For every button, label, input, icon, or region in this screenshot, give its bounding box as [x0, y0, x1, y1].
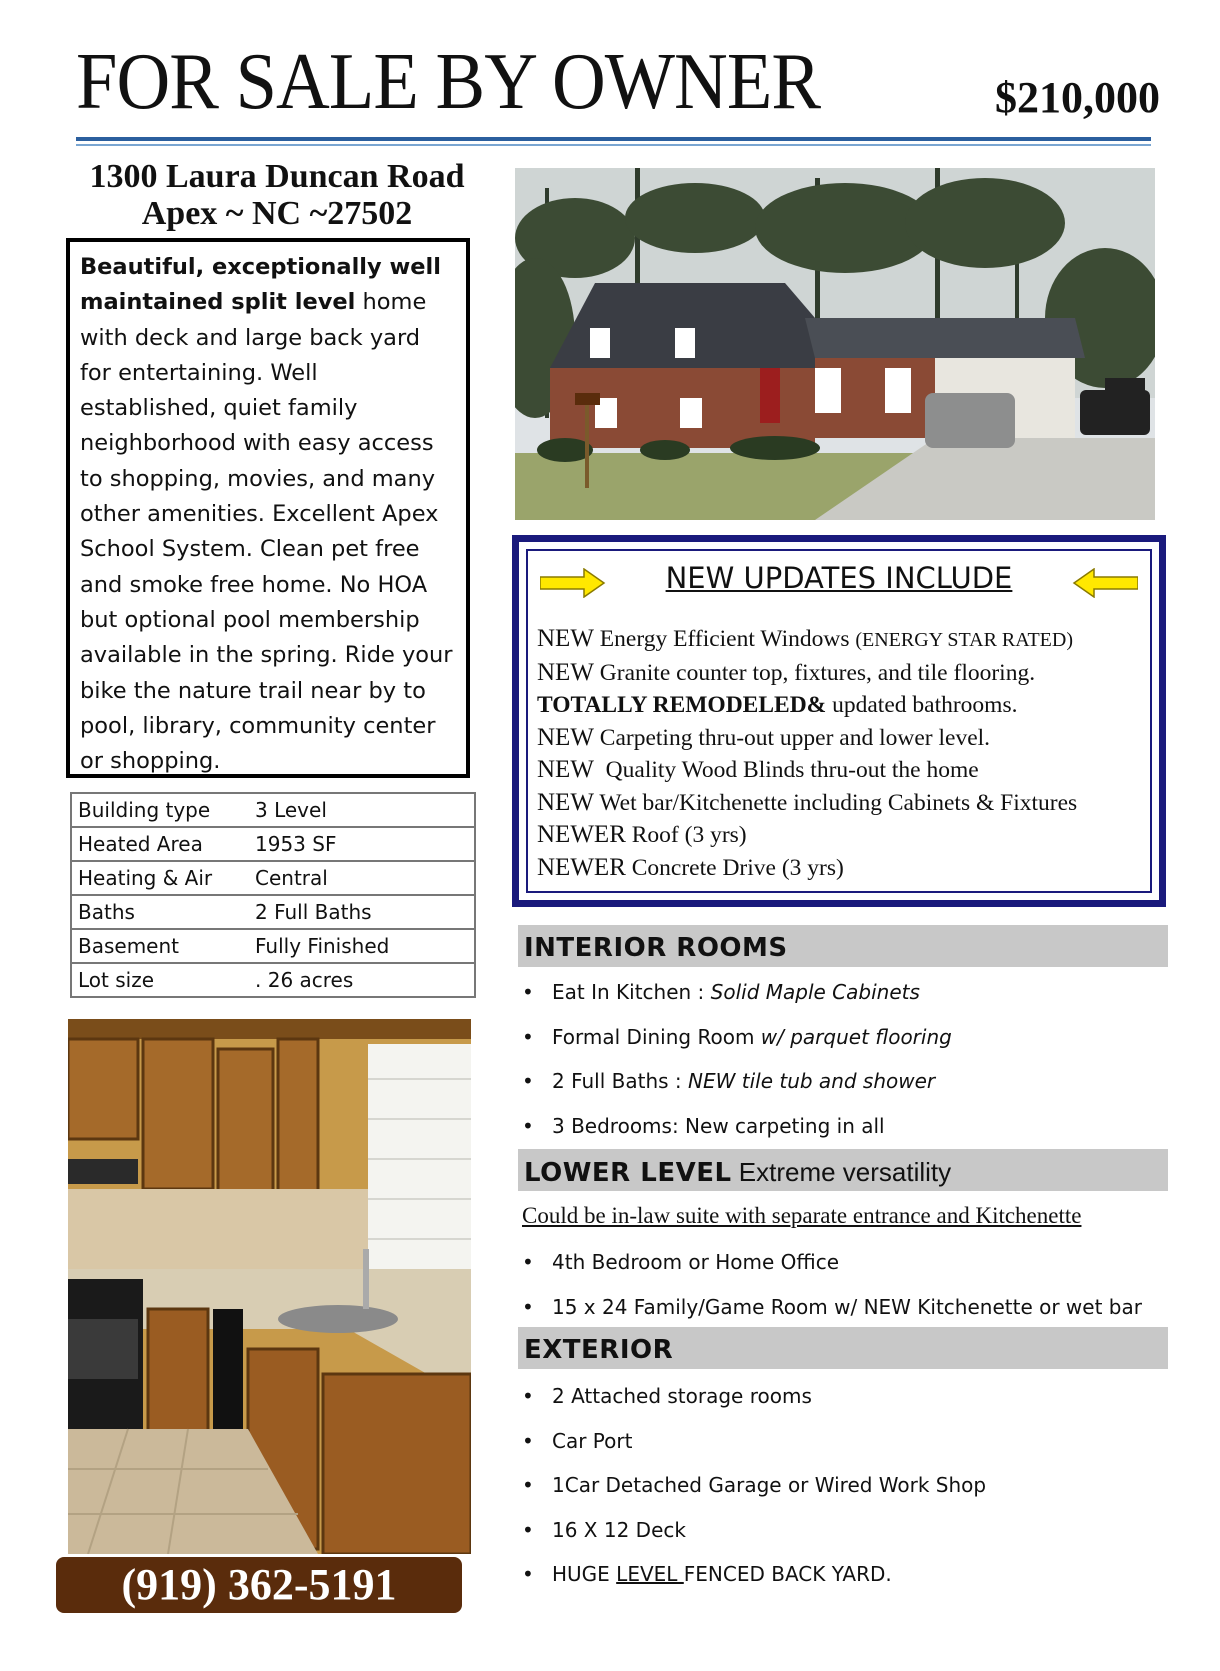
house-photo — [515, 168, 1155, 520]
address-street: 1300 Laura Duncan Road — [89, 158, 465, 195]
list-item: • 16 X 12 Deck — [522, 1518, 686, 1542]
table-row — [71, 929, 475, 963]
list-item: NEW Quality Wood Blinds thru-out the home — [537, 756, 979, 783]
spec-value: Central — [249, 861, 475, 895]
updates-list — [537, 623, 1077, 884]
lower-level-subtitle: Could be in-law suite with separate entrance and Kitchenette — [522, 1203, 1082, 1228]
list-item: NEWER Roof (3 yrs) — [537, 821, 747, 848]
description-box — [66, 238, 470, 778]
spec-label: Heated Area — [71, 827, 249, 861]
spec-label: Building type — [71, 793, 249, 827]
address-city: Apex ~ NC ~27502 — [141, 195, 413, 232]
arrow-left-icon — [1072, 568, 1138, 598]
asking-price: $210,000 — [995, 73, 1160, 122]
lower-level-heading: LOWER LEVEL Extreme versatility — [518, 1149, 1168, 1191]
list-item: NEW Wet bar/Kitchenette including Cabinets & Fixtures — [537, 788, 1078, 816]
table-row — [71, 895, 475, 929]
table-row — [71, 861, 475, 895]
table-row — [71, 963, 475, 997]
updates-box — [512, 535, 1166, 907]
description-text: home with deck and large back yard for entertaining. Well established, quiet family neighborhood with easy access to shopping, movies, and many other amenities. Excellent Apex School System. Clean pet free and smoke free home. No HOA but optional pool membership available in the spring. Ride your bike the nature trail near by to pool, library, community center or shopping. — [80, 289, 453, 775]
spec-label: Lot size — [71, 963, 249, 997]
exterior-heading: EXTERIOR — [518, 1327, 1168, 1369]
list-item: NEW Carpeting thru-out upper and lower level. — [537, 723, 991, 751]
spec-label: Basement — [71, 929, 249, 963]
spec-value: 3 Level — [249, 793, 475, 827]
spec-value: 1953 SF — [249, 827, 475, 861]
contact-phone: (919) 362-5191 — [56, 1557, 462, 1613]
list-item: NEW Energy Efficient Windows (ENERGY STAR RATED) — [537, 625, 1074, 652]
property-address — [72, 158, 482, 232]
header-rule-thin — [76, 144, 1151, 146]
list-item: • Eat In Kitchen : Solid Maple Cabinets — [522, 980, 920, 1004]
spec-label: Heating & Air — [71, 861, 249, 895]
header-rule — [76, 137, 1151, 141]
list-item: TOTALLY REMODELED& updated bathrooms. — [537, 692, 1018, 718]
list-item: NEW Granite counter top, fixtures, and tile flooring. — [537, 658, 1036, 686]
table-row — [71, 827, 475, 861]
list-item: • HUGE LEVEL FENCED BACK YARD. — [522, 1562, 892, 1586]
table-row — [71, 793, 475, 827]
list-item: • Car Port — [522, 1429, 633, 1453]
spec-value: 2 Full Baths — [249, 895, 475, 929]
spec-label: Baths — [71, 895, 249, 929]
interior-heading: INTERIOR ROOMS — [518, 925, 1168, 967]
list-item: • 2 Attached storage rooms — [522, 1384, 812, 1408]
list-item: • 4th Bedroom or Home Office — [522, 1250, 840, 1274]
updates-title: NEW UPDATES INCLUDE — [665, 561, 1013, 595]
specs-table — [70, 792, 476, 998]
list-item: • Formal Dining Room w/ parquet flooring — [522, 1025, 952, 1049]
list-item: • 15 x 24 Family/Game Room w/ NEW Kitchenette or wet bar — [522, 1295, 1142, 1319]
description-highlight: Beautiful, exceptionally well maintained split level — [80, 254, 441, 316]
spec-value: Fully Finished — [249, 929, 475, 963]
headline: FOR SALE BY OWNER — [76, 38, 821, 126]
list-item: • 3 Bedrooms: New carpeting in all — [522, 1114, 885, 1138]
list-item: • 2 Full Baths : NEW tile tub and shower — [522, 1069, 936, 1093]
list-item: • 1Car Detached Garage or Wired Work Shop — [522, 1473, 987, 1497]
kitchen-photo — [68, 1019, 471, 1554]
spec-value: . 26 acres — [249, 963, 475, 997]
list-item: NEWER Concrete Drive (3 yrs) — [537, 853, 844, 881]
